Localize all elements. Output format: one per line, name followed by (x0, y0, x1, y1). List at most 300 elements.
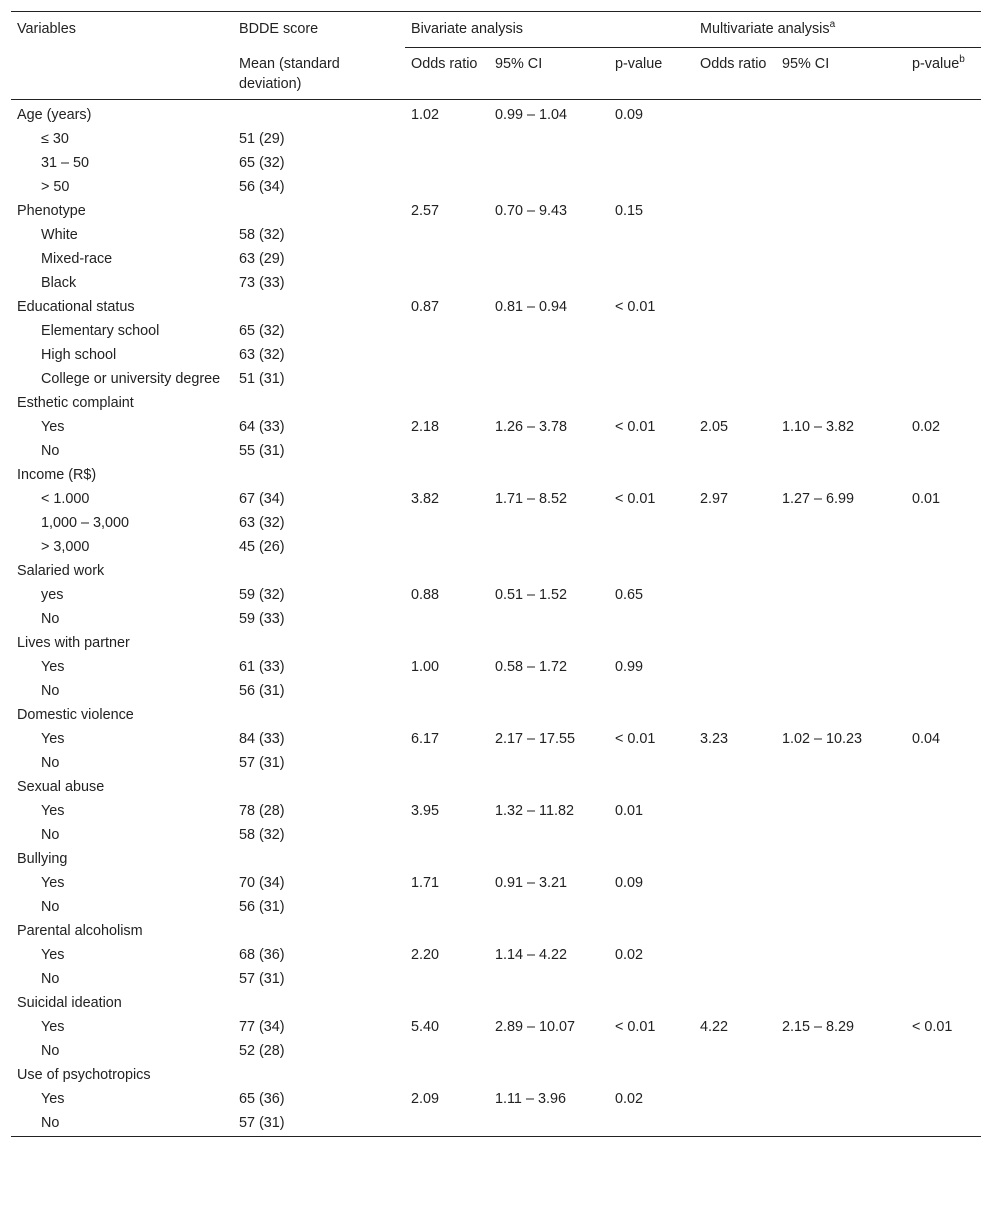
odds-ratio-multivariate-cell (694, 655, 776, 679)
table-row (11, 343, 981, 367)
bdde-score-cell (233, 199, 405, 223)
odds-ratio-multivariate-cell (694, 751, 776, 775)
table-row (11, 799, 981, 823)
bdde-score-cell: 73 (33) (239, 274, 285, 291)
odds-ratio-multivariate-cell (694, 1039, 776, 1063)
ci-cell (489, 1111, 609, 1137)
ci-multivariate-cell (776, 895, 906, 919)
bdde-score-cell (233, 1063, 405, 1087)
ci-multivariate-cell (776, 1063, 906, 1087)
p-value-cell (609, 607, 694, 631)
row-label: Suicidal ideation (17, 994, 122, 1011)
ci-multivariate-cell (776, 175, 906, 199)
p-value-cell: 0.02 (615, 1090, 644, 1107)
table-row (11, 199, 981, 223)
odds-ratio-cell: 1.71 (411, 874, 440, 891)
odds-ratio-cell (405, 367, 489, 391)
odds-ratio-cell (405, 343, 489, 367)
odds-ratio-cell (405, 703, 489, 727)
p-value-cell (609, 1063, 694, 1087)
bdde-score-cell: 45 (26) (239, 538, 285, 555)
ci-multivariate-cell (776, 199, 906, 223)
odds-ratio-multivariate-cell (694, 847, 776, 871)
odds-ratio-multivariate-cell (694, 895, 776, 919)
ci-multivariate-cell (776, 679, 906, 703)
p-value-cell (609, 343, 694, 367)
ci-cell (489, 1039, 609, 1063)
table-row (11, 367, 981, 391)
p-value-multivariate-cell (906, 535, 981, 559)
ci-multivariate-cell (776, 583, 906, 607)
header-odds-ratio-multivariate: Odds ratio (694, 48, 776, 100)
ci-cell: 0.70 – 9.43 (495, 202, 568, 219)
header-variables: Variables (11, 12, 233, 48)
row-label: No (41, 970, 60, 987)
row-label: No (41, 826, 60, 843)
ci-multivariate-cell (776, 919, 906, 943)
p-value-multivariate-cell (906, 127, 981, 151)
row-label: Parental alcoholism (17, 922, 143, 939)
p-value-cell (609, 463, 694, 487)
ci-multivariate-cell (776, 775, 906, 799)
table-row (11, 847, 981, 871)
p-value-multivariate-cell (906, 1087, 981, 1111)
ci-cell (489, 967, 609, 991)
p-value-multivariate-cell (906, 175, 981, 199)
row-label: Black (41, 274, 77, 291)
odds-ratio-multivariate-cell (694, 919, 776, 943)
ci-cell: 0.58 – 1.72 (495, 658, 568, 675)
bdde-score-cell (233, 703, 405, 727)
table-row (11, 1087, 981, 1111)
row-label: No (41, 754, 60, 771)
bdde-score-cell (233, 919, 405, 943)
ci-cell: 1.11 – 3.96 (495, 1090, 566, 1107)
p-value-cell (609, 247, 694, 271)
ci-multivariate-cell (776, 367, 906, 391)
row-label: Elementary school (41, 322, 160, 339)
p-value-multivariate-cell (906, 559, 981, 583)
row-label: Bullying (17, 850, 68, 867)
table-row (11, 631, 981, 655)
ci-multivariate-cell (776, 511, 906, 535)
odds-ratio-cell (405, 847, 489, 871)
p-value-cell (609, 535, 694, 559)
p-value-multivariate-cell (906, 367, 981, 391)
ci-cell (489, 463, 609, 487)
ci-cell (489, 559, 609, 583)
table-row (11, 943, 981, 967)
p-value-cell: 0.09 (615, 874, 644, 891)
odds-ratio-multivariate-cell (694, 1087, 776, 1111)
odds-ratio-multivariate-cell: 3.23 (700, 730, 729, 747)
p-value-multivariate-cell (906, 607, 981, 631)
odds-ratio-multivariate-cell (694, 823, 776, 847)
bdde-score-cell: 59 (32) (239, 586, 285, 603)
odds-ratio-multivariate-cell (694, 607, 776, 631)
ci-multivariate-cell (776, 391, 906, 415)
row-label: Mixed-race (41, 250, 113, 267)
bdde-score-cell (233, 559, 405, 583)
p-value-multivariate-cell (906, 1063, 981, 1087)
p-value-multivariate-cell (906, 991, 981, 1015)
odds-ratio-multivariate-cell (694, 439, 776, 463)
p-value-multivariate-cell (906, 943, 981, 967)
p-value-multivariate-cell (906, 99, 981, 127)
table-row (11, 991, 981, 1015)
p-value-multivariate-cell (906, 151, 981, 175)
row-label: Yes (41, 874, 65, 891)
ci-cell (489, 271, 609, 295)
row-label: Sexual abuse (17, 778, 105, 795)
ci-multivariate-cell (776, 943, 906, 967)
ci-multivariate-cell: 2.15 – 8.29 (782, 1018, 855, 1035)
odds-ratio-cell: 0.87 (411, 298, 440, 315)
p-value-multivariate-cell (906, 343, 981, 367)
ci-cell: 1.26 – 3.78 (495, 418, 568, 435)
odds-ratio-cell (405, 775, 489, 799)
p-value-cell (609, 319, 694, 343)
p-value-multivariate-cell (906, 295, 981, 319)
odds-ratio-cell (405, 1111, 489, 1137)
bdde-score-cell (233, 991, 405, 1015)
p-value-cell (609, 991, 694, 1015)
table-row (11, 871, 981, 895)
bdde-score-cell: 77 (34) (239, 1018, 285, 1035)
bdde-score-cell: 51 (29) (239, 130, 285, 147)
row-label: No (41, 898, 60, 915)
row-label: Yes (41, 418, 65, 435)
row-label: Yes (41, 946, 65, 963)
p-value-cell (609, 775, 694, 799)
table-row (11, 319, 981, 343)
bdde-score-cell: 84 (33) (239, 730, 285, 747)
p-value-multivariate-cell (906, 967, 981, 991)
header-ci: 95% CI (489, 48, 609, 100)
odds-ratio-multivariate-cell (694, 967, 776, 991)
odds-ratio-multivariate-cell (694, 99, 776, 127)
ci-multivariate-cell (776, 991, 906, 1015)
p-value-cell (609, 439, 694, 463)
p-value-cell (609, 391, 694, 415)
p-value-multivariate-cell (906, 463, 981, 487)
odds-ratio-multivariate-cell (694, 1111, 776, 1137)
odds-ratio-cell: 3.82 (411, 490, 440, 507)
p-value-cell (609, 511, 694, 535)
odds-ratio-cell: 2.20 (411, 946, 440, 963)
table-row (11, 223, 981, 247)
row-label: White (41, 226, 78, 243)
ci-multivariate-cell (776, 1111, 906, 1137)
odds-ratio-multivariate-cell (694, 271, 776, 295)
ci-cell (489, 1063, 609, 1087)
odds-ratio-multivariate-cell: 2.97 (700, 490, 729, 507)
p-value-cell (609, 919, 694, 943)
bdde-score-cell: 57 (31) (239, 754, 285, 771)
header-row-1 (11, 12, 981, 48)
ci-multivariate-cell (776, 151, 906, 175)
odds-ratio-multivariate-cell (694, 319, 776, 343)
table-row (11, 1111, 981, 1137)
header-multivariate (694, 12, 981, 48)
p-value-cell (609, 1039, 694, 1063)
p-value-cell (609, 151, 694, 175)
table-row (11, 99, 981, 127)
ci-cell: 0.81 – 0.94 (495, 298, 568, 315)
p-value-multivariate-cell (906, 319, 981, 343)
ci-cell: 1.14 – 4.22 (495, 946, 568, 963)
footnote-b-marker: b (959, 54, 965, 66)
p-value-multivariate-cell: 0.01 (912, 490, 941, 507)
ci-cell: 1.32 – 11.82 (495, 802, 574, 819)
p-value-cell (609, 271, 694, 295)
row-label: No (41, 1042, 60, 1059)
p-value-cell (609, 559, 694, 583)
row-label: Lives with partner (17, 634, 130, 651)
odds-ratio-cell (405, 463, 489, 487)
p-value-multivariate-cell (906, 751, 981, 775)
row-label: 1,000 – 3,000 (41, 514, 130, 531)
odds-ratio-multivariate-cell (694, 391, 776, 415)
table-row (11, 655, 981, 679)
ci-cell (489, 223, 609, 247)
table-row (11, 439, 981, 463)
header-p-value-multivariate (906, 48, 981, 100)
p-value-cell: 0.15 (615, 202, 644, 219)
odds-ratio-cell (405, 175, 489, 199)
p-value-cell (609, 823, 694, 847)
ci-multivariate-cell (776, 631, 906, 655)
ci-cell (489, 775, 609, 799)
odds-ratio-cell (405, 919, 489, 943)
p-value-multivariate-cell (906, 511, 981, 535)
row-label: Domestic violence (17, 706, 134, 723)
p-value-multivariate-cell (906, 631, 981, 655)
odds-ratio-cell: 2.18 (411, 418, 440, 435)
row-label: Use of psychotropics (17, 1066, 151, 1083)
ci-cell (489, 175, 609, 199)
p-value-cell (609, 367, 694, 391)
p-value-cell (609, 1111, 694, 1137)
table-row (11, 415, 981, 439)
table-row (11, 583, 981, 607)
p-value-multivariate-cell (906, 871, 981, 895)
odds-ratio-cell (405, 679, 489, 703)
p-value-cell (609, 703, 694, 727)
bdde-score-cell (233, 295, 405, 319)
row-label: No (41, 610, 60, 627)
ci-multivariate-cell (776, 295, 906, 319)
table-row (11, 751, 981, 775)
bdde-score-cell: 65 (32) (239, 154, 285, 171)
header-row-2 (11, 48, 981, 100)
odds-ratio-cell: 0.88 (411, 586, 440, 603)
ci-multivariate-cell (776, 871, 906, 895)
bdde-score-cell: 57 (31) (233, 1111, 405, 1137)
odds-ratio-multivariate-cell (694, 535, 776, 559)
odds-ratio-multivariate-cell (694, 559, 776, 583)
ci-cell (489, 679, 609, 703)
p-value-cell: 0.99 (615, 658, 644, 675)
ci-cell (489, 607, 609, 631)
ci-cell (489, 367, 609, 391)
row-label: Yes (41, 730, 65, 747)
bdde-score-cell: 64 (33) (239, 418, 285, 435)
p-value-multivariate-cell (906, 271, 981, 295)
odds-ratio-cell (405, 535, 489, 559)
table-row (11, 247, 981, 271)
odds-ratio-cell (405, 391, 489, 415)
odds-ratio-cell (405, 823, 489, 847)
table-row (11, 487, 981, 511)
odds-ratio-multivariate-cell (694, 799, 776, 823)
ci-multivariate-cell (776, 967, 906, 991)
row-label: Salaried work (17, 562, 105, 579)
bdde-score-cell: 56 (31) (239, 682, 285, 699)
odds-ratio-cell: 1.02 (411, 106, 440, 123)
ci-cell (489, 823, 609, 847)
odds-ratio-multivariate-cell (694, 871, 776, 895)
table-row (11, 271, 981, 295)
odds-ratio-multivariate-cell (694, 367, 776, 391)
odds-ratio-multivariate-cell (694, 175, 776, 199)
p-value-multivariate-cell: 0.02 (912, 418, 941, 435)
p-value-multivariate-cell (906, 775, 981, 799)
bdde-score-cell: 63 (32) (239, 346, 285, 363)
header-bivariate: Bivariate analysis (405, 12, 694, 48)
ci-multivariate-cell (776, 343, 906, 367)
p-value-cell: 0.09 (615, 106, 644, 123)
p-value-cell: < 0.01 (615, 730, 656, 747)
odds-ratio-cell (405, 271, 489, 295)
odds-ratio-multivariate-cell (694, 775, 776, 799)
ci-multivariate-cell (776, 1039, 906, 1063)
bdde-score-cell: 58 (32) (239, 226, 285, 243)
bdde-score-cell: 70 (34) (239, 874, 285, 891)
ci-multivariate-cell (776, 127, 906, 151)
odds-ratio-cell (405, 511, 489, 535)
ci-cell (489, 391, 609, 415)
odds-ratio-multivariate-cell (694, 127, 776, 151)
table-row (11, 535, 981, 559)
odds-ratio-cell (405, 1063, 489, 1087)
ci-cell: 0.91 – 3.21 (495, 874, 568, 891)
p-value-multivariate-cell (906, 703, 981, 727)
odds-ratio-multivariate-cell (694, 247, 776, 271)
row-label: No (11, 1111, 233, 1137)
bdde-score-cell: 65 (32) (239, 322, 285, 339)
header-bdde-score: BDDE score (233, 12, 405, 48)
bdde-score-cell: 56 (34) (239, 178, 285, 195)
odds-ratio-cell: 6.17 (411, 730, 440, 747)
p-value-multivariate-cell (906, 799, 981, 823)
p-value-cell (609, 895, 694, 919)
odds-ratio-multivariate-cell (694, 151, 776, 175)
p-value-cell: 0.02 (615, 946, 644, 963)
odds-ratio-multivariate-cell (694, 199, 776, 223)
row-label: Educational status (17, 298, 135, 315)
p-value-multivariate-cell: < 0.01 (912, 1018, 953, 1035)
ci-cell (489, 319, 609, 343)
p-value-cell (609, 967, 694, 991)
bdde-score-cell: 55 (31) (239, 442, 285, 459)
bdde-score-cell: 56 (31) (239, 898, 285, 915)
odds-ratio-cell: 2.57 (411, 202, 440, 219)
ci-multivariate-cell (776, 319, 906, 343)
ci-multivariate-cell (776, 271, 906, 295)
ci-multivariate-cell (776, 535, 906, 559)
results-table (11, 11, 981, 1137)
row-label: > 50 (41, 178, 70, 195)
row-label: Esthetic complaint (17, 394, 134, 411)
row-label: No (41, 682, 60, 699)
p-value-multivariate-cell (906, 679, 981, 703)
bdde-score-cell: 65 (36) (239, 1090, 285, 1107)
row-label: Phenotype (17, 202, 86, 219)
p-value-multivariate-cell (906, 583, 981, 607)
odds-ratio-multivariate-cell: 4.22 (700, 1018, 729, 1035)
odds-ratio-cell: 1.00 (411, 658, 440, 675)
row-label: Age (years) (17, 106, 92, 123)
odds-ratio-multivariate-cell (694, 463, 776, 487)
row-label: High school (41, 346, 117, 363)
p-value-cell (609, 175, 694, 199)
p-value-multivariate-cell (906, 223, 981, 247)
bdde-score-cell: 63 (32) (239, 514, 285, 531)
ci-multivariate-cell (776, 703, 906, 727)
odds-ratio-cell (405, 991, 489, 1015)
ci-cell (489, 151, 609, 175)
bdde-score-cell: 57 (31) (239, 970, 285, 987)
ci-cell (489, 703, 609, 727)
table-row (11, 463, 981, 487)
odds-ratio-multivariate-cell (694, 1063, 776, 1087)
odds-ratio-cell (405, 247, 489, 271)
p-value-multivariate-cell (906, 895, 981, 919)
bdde-score-cell: 61 (33) (239, 658, 285, 675)
ci-multivariate-cell (776, 751, 906, 775)
ci-multivariate-cell (776, 607, 906, 631)
p-value-cell (609, 631, 694, 655)
table-row (11, 295, 981, 319)
ci-cell (489, 127, 609, 151)
table-body (11, 99, 981, 1136)
row-label: Income (R$) (17, 466, 97, 483)
ci-cell: 2.17 – 17.55 (495, 730, 576, 747)
ci-cell (489, 343, 609, 367)
row-label: College or university degree (41, 370, 221, 387)
table-row (11, 679, 981, 703)
bdde-score-cell: 58 (32) (239, 826, 285, 843)
table-row (11, 151, 981, 175)
bdde-score-cell: 63 (29) (239, 250, 285, 267)
table-row (11, 511, 981, 535)
ci-multivariate-cell (776, 799, 906, 823)
bdde-score-cell (233, 463, 405, 487)
header-p-value-multivariate-text: p-value (912, 56, 960, 72)
table-row (11, 607, 981, 631)
bdde-score-cell: 67 (34) (239, 490, 285, 507)
ci-multivariate-cell (776, 847, 906, 871)
p-value-cell (609, 127, 694, 151)
ci-cell (489, 847, 609, 871)
p-value-multivariate-cell (906, 391, 981, 415)
bdde-score-cell (233, 775, 405, 799)
ci-cell (489, 895, 609, 919)
p-value-cell: 0.65 (615, 586, 644, 603)
ci-multivariate-cell (776, 463, 906, 487)
row-label: ≤ 30 (41, 130, 69, 147)
